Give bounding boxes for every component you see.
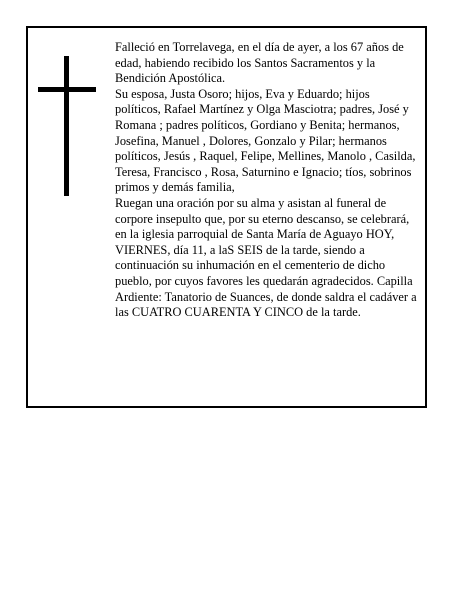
funeral-details-paragraph: Ruegan una oración por su alma y asistan al funeral de corpore insepulto que, por su eterno descanso, se celebrará, en la iglesia parroquial de Santa María de Aguayo HOY, VIERNES, día 11, a laS SEIS de la tarde, siendo a continuación su inhumación en el cementerio de dicho pueblo, por cuyos favores les quedarán agradecidos. Capilla Ardiente: Tanatorio de Suances, de donde saldra el cadáver a las CUATRO CUARENTA Y CINCO de la tarde. (115, 195, 417, 320)
obituary-text (115, 40, 417, 321)
death-announcement-paragraph: Falleció en Torrelavega, en el día de ayer, a los 67 años de edad, habiendo recibido los Santos Sacramentos y la Bendición Apostólica. (115, 40, 404, 86)
cross-horizontal-bar (38, 87, 96, 92)
family-list-paragraph: Su esposa, Justa Osoro; hijos, Eva y Eduardo; hijos políticos, Rafael Martínez y Olga Masciotra; padres, José y Romana ; padres políticos, Gordiano y Benita; hermanos, Josefina, Manuel , Dolores, Gonzalo y Pilar; hermanos políticos, Jesús , Raquel, Felipe, Mellines, Manolo , Casilda, Teresa, Francisco , Rosa, Saturnino e Ignacio; tíos, sobrinos primos y demás familia, (115, 86, 416, 195)
latin-cross-icon (38, 56, 96, 196)
cross-vertical-bar (64, 56, 69, 196)
